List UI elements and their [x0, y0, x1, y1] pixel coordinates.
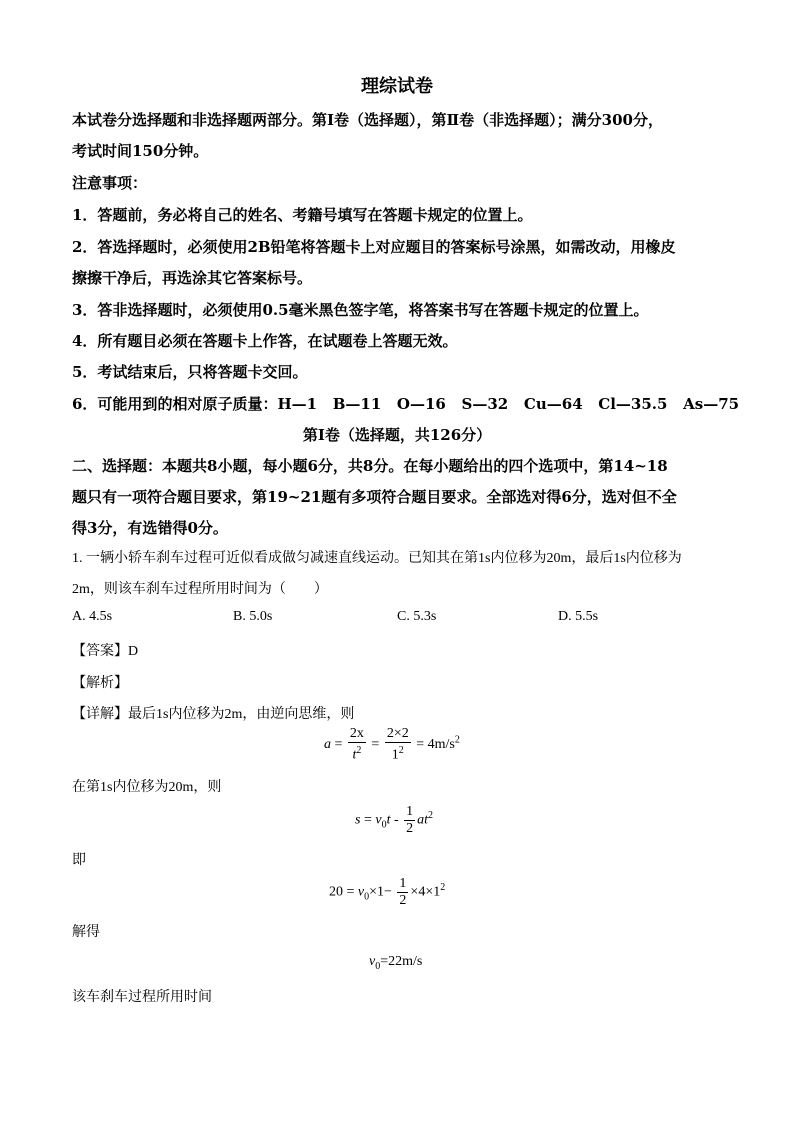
eq1-f2-num: 2×2: [386, 726, 409, 741]
eq1-fraction-1: $\frac{2x}{t^2}$: [349, 726, 364, 763]
option-c: C. 5.3s: [397, 609, 437, 624]
notice-item-2-cont: 擦擦干净后，再选涂其它答案标号。: [72, 269, 313, 287]
eq1-lhs: a: [324, 737, 331, 753]
option-a: A. 4.5s: [72, 609, 113, 624]
text-total-time: 该车刹车过程所用时间: [72, 990, 212, 1005]
eq1-fraction-2: $\frac{2\times 2}{1^2}$: [386, 726, 409, 763]
text-first-second: 在第1s内位移为20m，则: [72, 780, 222, 795]
eq2-half-den: 2: [406, 821, 414, 836]
notice-item-3: 3．答非选择题时，必须使用0.5毫米黑色签字笔，将答案书写在答题卡规定的位置上。: [72, 301, 649, 319]
text-ji: 即: [72, 853, 86, 868]
eq3-lhs: 20: [329, 884, 343, 900]
detail-line: 【详解】最后1s内位移为2m，由逆向思维，则: [72, 707, 355, 722]
question-line-2: 2m，则该车刹车过程所用时间为（ ）: [72, 582, 328, 597]
section-instruction-2: 题只有一项符合题目要求，第19~21题有多项符合题目要求。全部选对得6分，选对但不全: [72, 488, 677, 506]
eq4-text: =22m/s: [380, 954, 423, 969]
eq3-v: v: [357, 884, 365, 900]
page-title: 理综试卷: [361, 76, 433, 97]
eq1-f1-num: 2x: [349, 726, 364, 741]
notice-item-4: 4．所有题目必须在答题卡上作答，在试题卷上答题无效。: [72, 332, 458, 350]
equation-initial-velocity: $v_0=22m/s$: [369, 954, 423, 972]
section-instruction-3: 得3分，有选错得0分。: [72, 519, 228, 537]
option-d: D. 5.5s: [558, 609, 599, 624]
equation-acceleration: a = $\frac{2x}{t^2}$ = $\frac{2\times 2}{1^2}$ = $4m/s^2$: [324, 726, 460, 763]
section-title: 第Ⅰ卷（选择题，共126分）: [302, 426, 492, 444]
eq2-half-num: 1: [406, 804, 414, 819]
intro-line-1: 本试卷分选择题和非选择题两部分。第Ⅰ卷（选择题），第Ⅱ卷（非选择题）；满分300分，: [72, 111, 663, 129]
notice-item-6: 6．可能用到的相对原子质量：H—1 B—11 O—16 S—32 Cu—64 Cl—35.5 As—75: [72, 395, 740, 413]
eq2-lhs: s: [355, 812, 361, 828]
eq3-mid: ×1−: [369, 884, 392, 900]
notice-item-5: 5．考试结束后，只将答题卡交回。: [72, 363, 308, 381]
notice-item-2: 2．答选择题时，必须使用2B铅笔将答题卡上对应题目的答案标号涂黑，如需改动，用橡皮: [72, 238, 676, 256]
eq1-f1-den: t: [352, 747, 357, 763]
analysis-label: 【解析】: [72, 676, 128, 691]
text-jiede: 解得: [72, 925, 100, 940]
eq2-t: t: [386, 812, 391, 828]
section-instruction-1: 二、选择题：本题共8小题，每小题6分，共8分。在每小题给出的四个选项中，第14~18: [72, 457, 668, 475]
equation-displacement: $s = v_0t$ - $\frac{1}{2}$ $at^2$: [355, 804, 434, 836]
eq3-half: [397, 876, 408, 909]
eq2-half: [404, 804, 415, 837]
equation-substitution: $20 = v_0\times 1-$ $\frac{1}{2}$ $\times 4\times 1^2$: [329, 876, 446, 908]
question-line-1: 1. 一辆小轿车刹车过程可近似看成做匀减速直线运动。已知其在第1s内位移为20m，最后1s内位移为: [72, 551, 682, 566]
notice-item-1: 1．答题前，务必将自己的姓名、考籍号填写在答题卡规定的位置上。: [72, 206, 533, 224]
eq1-rhs: 4m/s: [427, 737, 455, 753]
eq2-tail: at: [417, 812, 429, 828]
eq1-f2-den: 1: [391, 747, 399, 763]
notice-heading: 注意事项：: [72, 174, 148, 192]
option-b: B. 5.0s: [233, 609, 273, 624]
eq2-v: v: [375, 812, 382, 828]
eq3-tail: ×4×1: [410, 884, 441, 900]
answer-label: 【答案】D: [72, 644, 139, 659]
eq3-half-num: 1: [399, 876, 407, 891]
eq3-half-den: 2: [399, 893, 407, 908]
intro-line-2: 考试时间150分钟。: [72, 142, 209, 160]
